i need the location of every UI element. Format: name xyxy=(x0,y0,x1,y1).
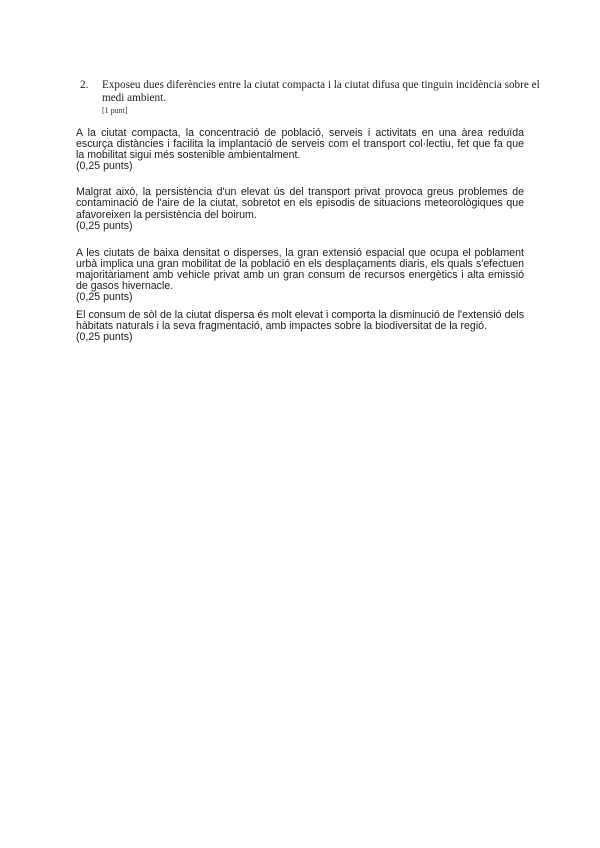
answer-paragraph xyxy=(76,128,524,172)
answer-paragraph xyxy=(76,248,524,303)
answers-block xyxy=(76,128,524,344)
answer-score: (0,25 punts) xyxy=(76,291,133,304)
answer-text: A la ciutat compacta, la concentració de població, serveis i activitats en una àrea reduïda escurça distàncies i facilita la implantació de serveis com el transport col·lectiu, fet que fa que la mobilitat sigui més sostenible ambientalment. xyxy=(76,127,524,162)
question-text: Exposeu dues diferències entre la ciutat compacta i la ciutat difusa que tinguin incidència sobre el medi ambient. xyxy=(102,79,540,104)
question-number: 2. xyxy=(80,79,89,91)
answer-paragraph xyxy=(76,187,524,231)
question-points: [1 punt] xyxy=(102,106,128,115)
answer-score: (0,25 punts) xyxy=(76,160,133,173)
answer-text: Malgrat això, la persistència d'un elevat ús del transport privat provoca greus problemes de contaminació de l'aire de la ciutat, sobretot en els episodis de situacions meteorològiques que afavoreixen la persistència del boirum. xyxy=(76,186,524,221)
question-block xyxy=(80,79,540,116)
answer-text: A les ciutats de baixa densitat o disperses, la gran extensió espacial que ocupa el poblament urbà implica una gran mobilitat de la població en els desplaçaments diaris, els quals s'efectuen majoritàriament amb vehicle privat amb un gran consum de recursos energètics i alta emissió de gasos hivernacle. xyxy=(76,246,524,293)
answer-paragraph xyxy=(76,310,524,343)
answer-score: (0,25 punts) xyxy=(76,331,133,344)
answer-text: El consum de sòl de la ciutat dispersa és molt elevat i comporta la disminució de l'extensió dels hàbitats naturals i la seva fragmentació, amb impactes sobre la biodiversitat de la regió. xyxy=(76,309,524,333)
answer-score: (0,25 punts) xyxy=(76,219,133,232)
